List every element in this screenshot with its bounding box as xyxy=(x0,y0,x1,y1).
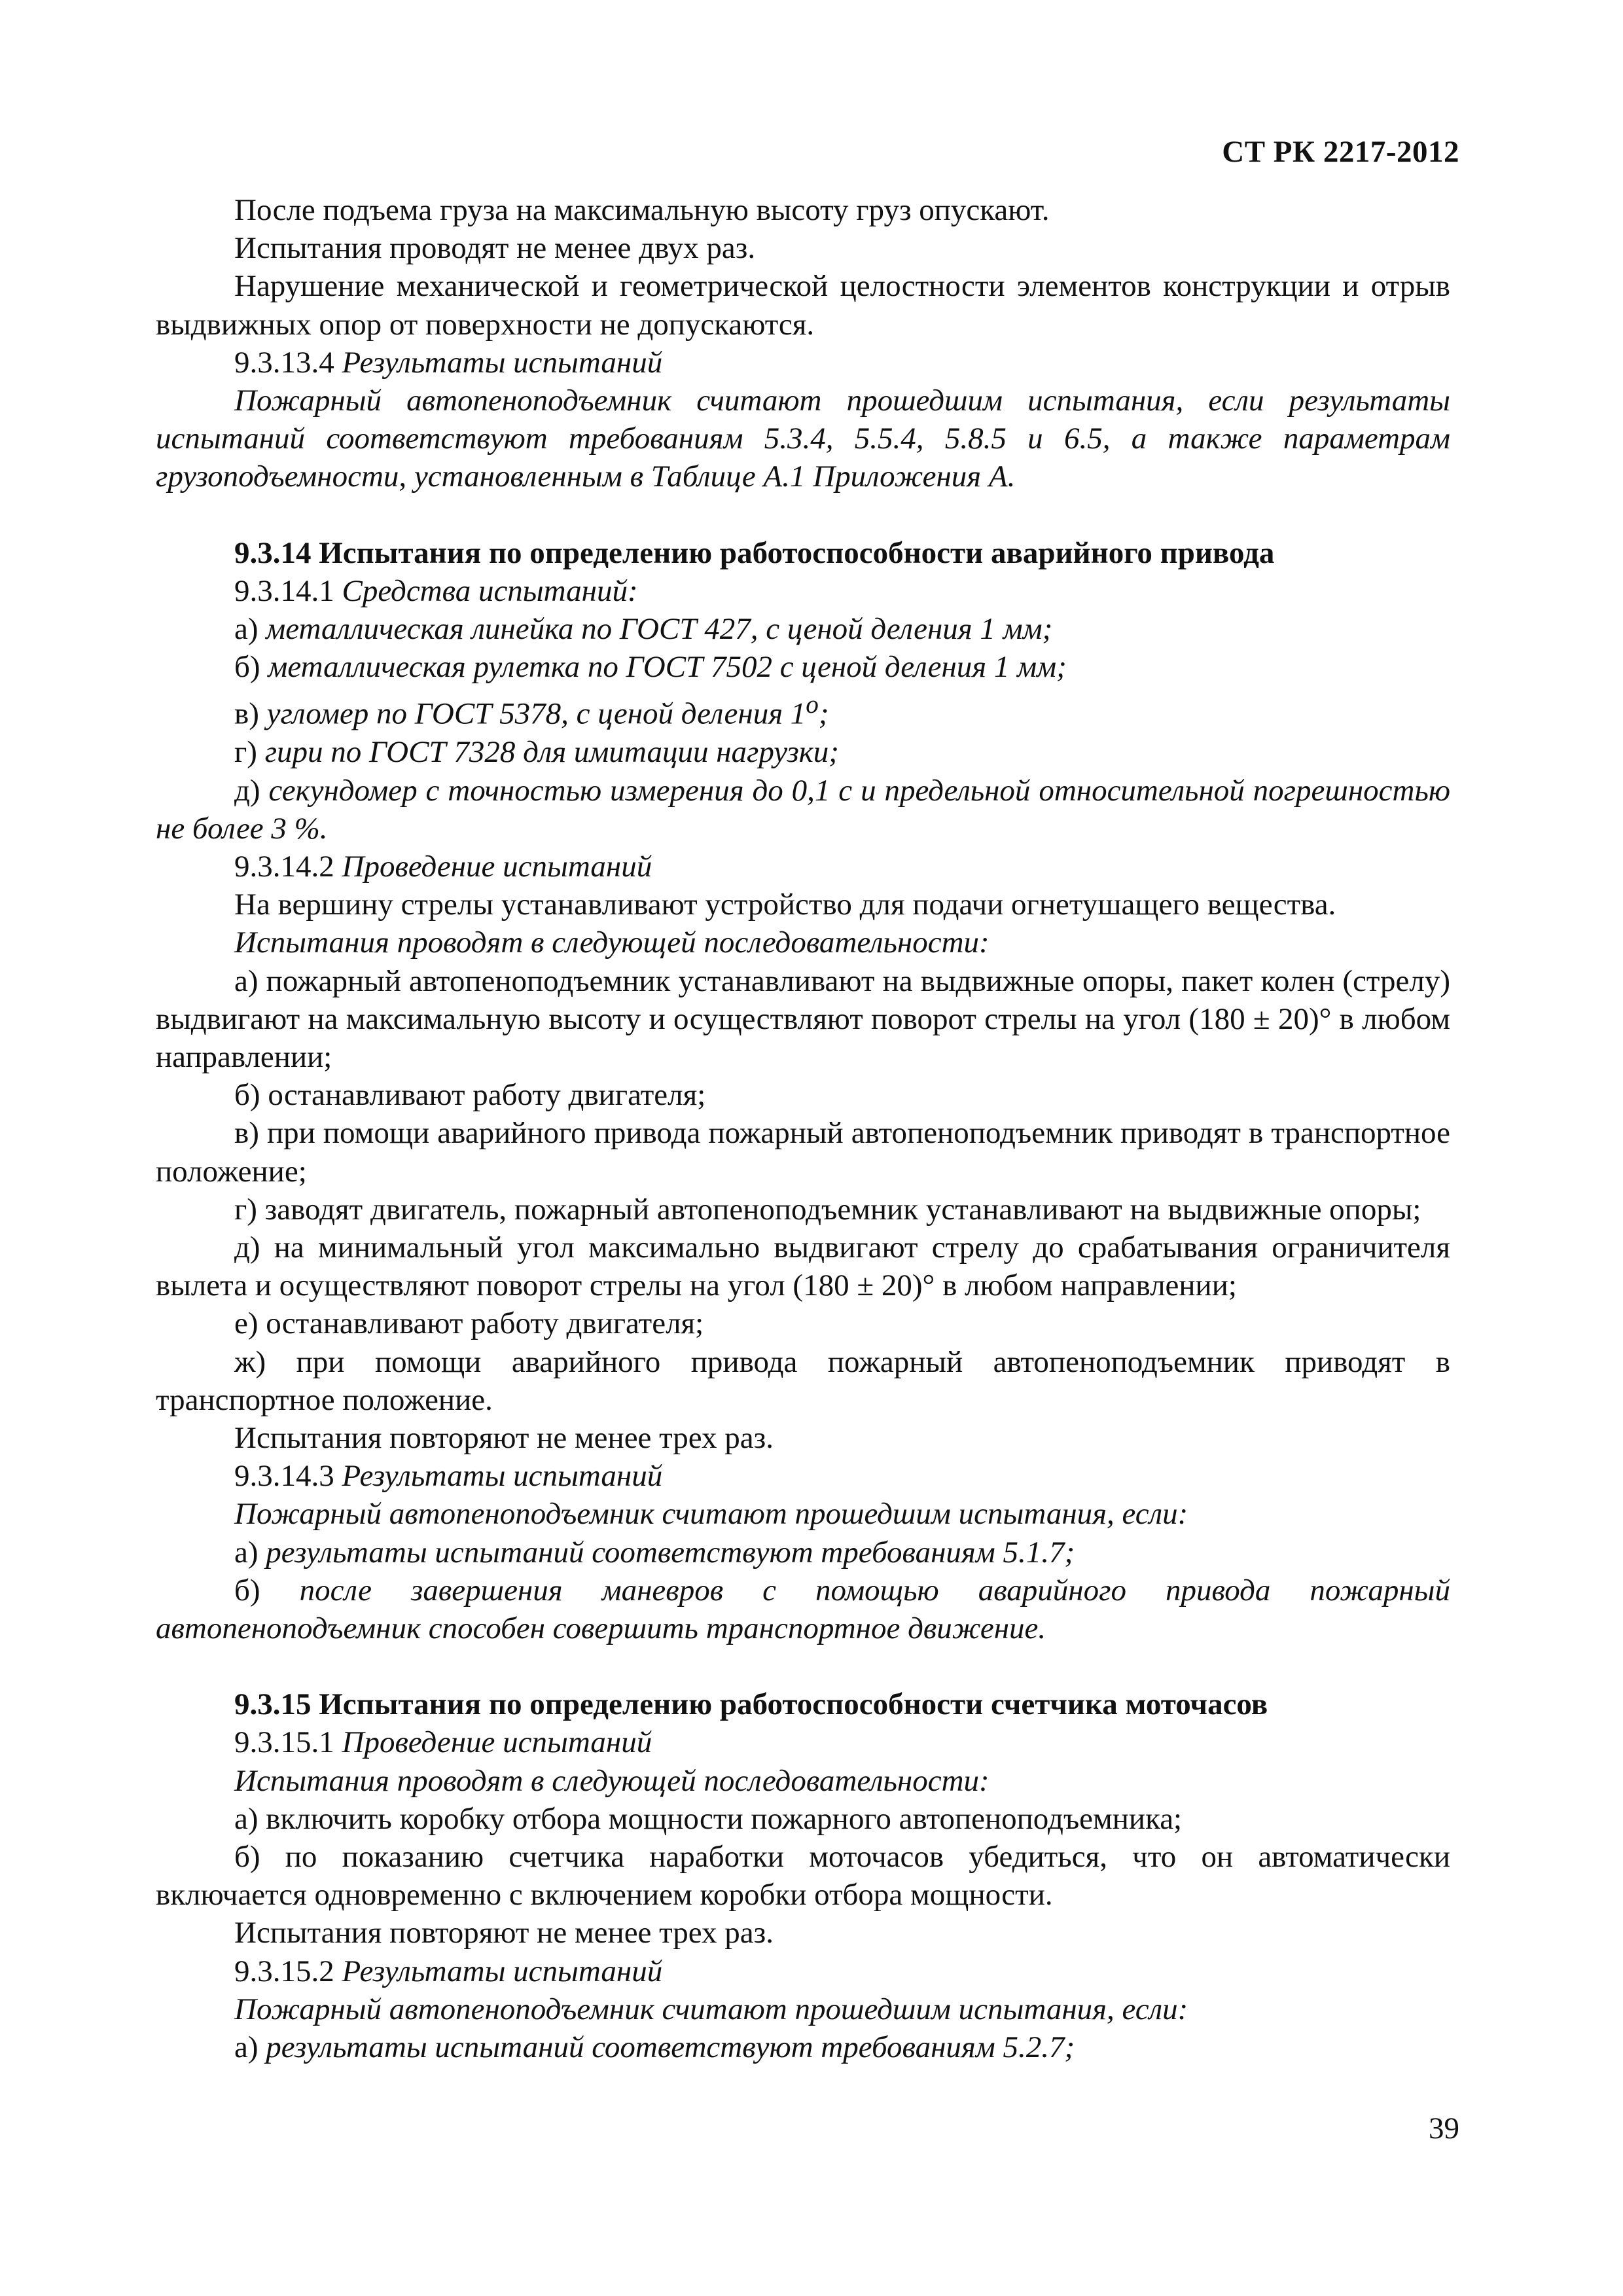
clause-number: 9.3.14.2 xyxy=(234,849,334,884)
paragraph-results-9-3-13: Пожарный автопеноподъемник считают прошедшим испытания, если результаты испытаний соответствуют требованиям 5.3.4, 5.5.4, 5.8.5 и 6.5, а также параметрам грузоподъемности, установленным в Таблице А.1 Приложения А. xyxy=(156,384,1450,494)
list-text: после завершения маневров с помощью аварийного привода пожарный автопеноподъемник способен совершить транспортное движение. xyxy=(156,1573,1450,1645)
clause-title: Средства испытаний: xyxy=(342,573,638,608)
paragraph-results-intro-2: Пожарный автопеноподъемник считают прошедшим испытания, если: xyxy=(234,1992,1188,2026)
paragraph-load-lowering: После подъема груза на максимальную высоту груз опускают. xyxy=(234,193,1050,227)
list-marker: д) xyxy=(234,773,260,808)
list-marker: а) xyxy=(234,1535,259,1570)
list-item-d-stopwatch xyxy=(156,772,1450,848)
step-a: а) пожарный автопеноподъемник устанавливают на выдвижные опоры, пакет колен (стрелу) выдвигают на максимальную высоту и осуществляют поворот стрелы на угол (180 ± 20)° в любом направлении; xyxy=(156,963,1450,1074)
clause-9-3-15-1 xyxy=(156,1723,1450,1761)
list-item-g-weights xyxy=(156,733,1450,771)
list-text: гири по ГОСТ 7328 для имитации нагрузки; xyxy=(264,735,839,770)
list-marker: б) xyxy=(234,1573,260,1607)
list-item-b-tape xyxy=(156,648,1450,686)
clause-number: 9.3.15.1 xyxy=(234,1725,334,1760)
clause-number: 9.3.15.2 xyxy=(234,1954,334,1988)
list-text: результаты испытаний соответствуют требованиям 5.1.7; xyxy=(266,1535,1075,1570)
step-a-2: а) включить коробку отбора мощности пожарного автопеноподъемника; xyxy=(234,1801,1183,1836)
step-zh: ж) при помощи аварийного привода пожарный автопеноподъемник приводят в транспортное положение. xyxy=(156,1344,1450,1417)
list-marker: б) xyxy=(234,650,260,685)
clause-title: Проведение испытаний xyxy=(342,849,652,884)
clause-title: Результаты испытаний xyxy=(342,345,663,380)
list-marker: а) xyxy=(234,2030,259,2064)
paragraph-results-intro: Пожарный автопеноподъемник считают прошедшим испытания, если: xyxy=(234,1497,1188,1532)
step-b-2: б) по показанию счетчика наработки моточасов убедиться, что он автоматически включается одновременно с включением коробки отбора мощности. xyxy=(156,1839,1450,1912)
paragraph-repeat-three-2: Испытания повторяют не менее трех раз. xyxy=(234,1916,774,1950)
result-item-a xyxy=(156,1534,1450,1571)
section-heading-9-3-15: 9.3.15 Испытания по определению работоспособности счетчика моточасов xyxy=(234,1687,1268,1722)
list-text: металлическая линейка по ГОСТ 427, с ценой деления 1 мм; xyxy=(266,612,1053,647)
list-text: секундомер с точностью измерения до 0,1 с и предельной относительной погрешностью не более 3 %. xyxy=(156,773,1450,846)
step-g: г) заводят двигатель, пожарный автопеноподъемник устанавливают на выдвижные опоры; xyxy=(234,1192,1421,1227)
clause-9-3-13-4 xyxy=(156,344,1450,382)
clause-title: Результаты испытаний xyxy=(342,1459,663,1494)
clause-9-3-14-2 xyxy=(156,848,1450,886)
paragraph-repeat-twice: Испытания проводят не менее двух раз. xyxy=(234,231,756,266)
paragraph-sequence-intro-2: Испытания проводят в следующей последовательности: xyxy=(234,1763,990,1798)
paragraph-sequence-intro: Испытания проводят в следующей последовательности: xyxy=(234,925,990,960)
step-d: д) на минимальный угол максимально выдвигают стрелу до срабатывания ограничителя вылета и осуществляют поворот стрелы на угол (180 ± 20)° в любом направлении; xyxy=(156,1230,1450,1303)
list-marker: а) xyxy=(234,612,259,647)
section-heading-9-3-14: 9.3.14 Испытания по определению работоспособности аварийного привода xyxy=(234,535,1275,570)
page-number: 39 xyxy=(1429,2111,1459,2145)
list-item-a-ruler xyxy=(156,610,1450,648)
clause-title: Результаты испытаний xyxy=(342,1954,663,1988)
paragraph-integrity: Нарушение механической и геометрической целостности элементов конструкции и отрыв выдвижных опор от поверхности не допускаются. xyxy=(156,269,1450,342)
clause-9-3-14-1 xyxy=(156,572,1450,610)
document-code: СТ РК 2217-2012 xyxy=(1222,135,1459,169)
clause-9-3-15-2 xyxy=(156,1952,1450,1990)
step-b: б) останавливают работу двигателя; xyxy=(234,1078,706,1113)
result-item-a-2 xyxy=(156,2028,1450,2066)
list-text-tail: ; xyxy=(818,697,829,732)
clause-number: 9.3.14.3 xyxy=(234,1459,334,1494)
degree-superscript: o xyxy=(806,691,819,719)
list-text: результаты испытаний соответствуют требованиям 5.2.7; xyxy=(266,2030,1075,2064)
clause-number: 9.3.13.4 xyxy=(234,345,334,380)
list-text: угломер по ГОСТ 5378, с ценой деления 1 xyxy=(266,697,806,732)
clause-title: Проведение испытаний xyxy=(342,1725,652,1760)
step-e: е) останавливают работу двигателя; xyxy=(234,1306,704,1341)
result-item-b xyxy=(156,1571,1450,1647)
step-v: в) при помощи аварийного привода пожарный автопеноподъемник приводят в транспортное положение; xyxy=(156,1116,1450,1189)
list-text: металлическая рулетка по ГОСТ 7502 с ценой деления 1 мм; xyxy=(268,650,1067,685)
clause-9-3-14-3 xyxy=(156,1457,1450,1495)
list-marker: г) xyxy=(234,735,257,770)
clause-number: 9.3.14.1 xyxy=(234,573,334,608)
list-marker: в) xyxy=(234,697,259,732)
list-item-v-protractor xyxy=(156,686,1450,733)
paragraph-repeat-three: Испытания повторяют не менее трех раз. xyxy=(234,1420,774,1455)
paragraph-boom-device: На вершину стрелы устанавливают устройство для подачи огнетушащего вещества. xyxy=(234,888,1336,922)
page-body xyxy=(156,191,1450,2066)
